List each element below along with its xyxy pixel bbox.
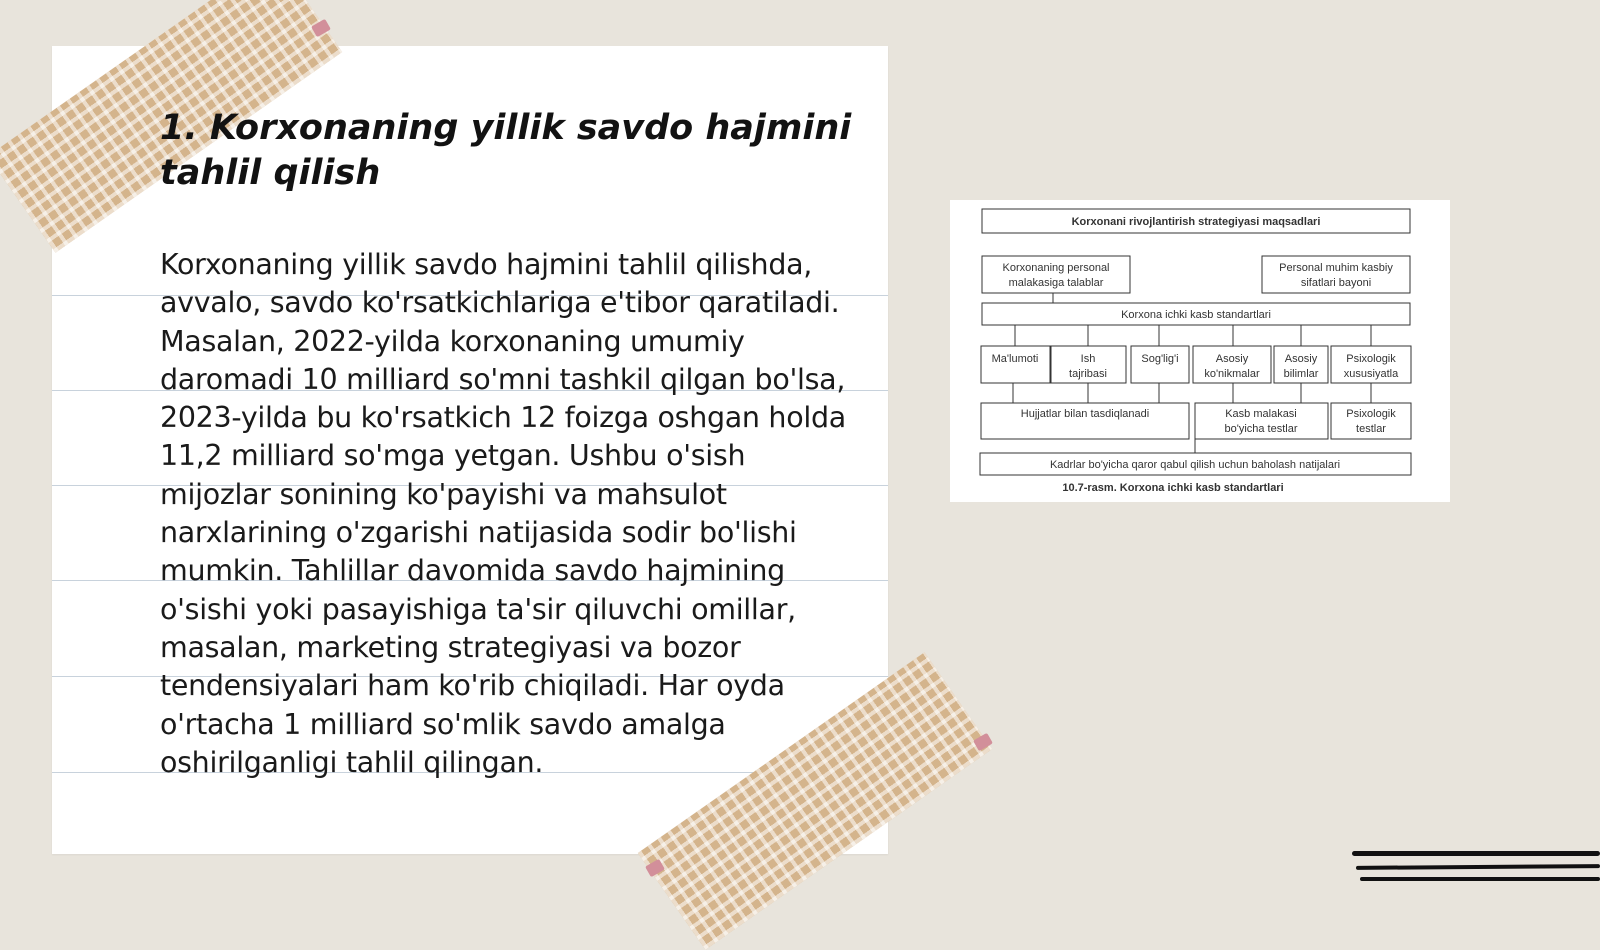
diagram-label-item: xususiyatla: [1343, 368, 1399, 380]
diagram-label-docs: Hujjatlar bilan tasdiqlanadi: [1020, 408, 1150, 420]
diagram-label-item: Asosiy: [1284, 353, 1318, 365]
decorative-stroke: [1360, 877, 1600, 881]
diagram-label-top: Korxonani rivojlantirish strategiyasi maqsadlari: [1071, 216, 1321, 228]
diagram-label-item: Psixologik: [1346, 353, 1396, 365]
diagram-caption: 10.7-rasm. Korxona ichki kasb standartlari: [1062, 482, 1284, 494]
slide-title: 1. Korxonaning yillik savdo hajmini tahlil qilish: [160, 108, 852, 193]
diagram-label-item: Asosiy: [1215, 353, 1249, 365]
diagram-label-item: bilimlar: [1283, 368, 1319, 380]
diagram-label-kasb-tests: bo'yicha testlar: [1224, 423, 1298, 435]
diagram-label-standards: Korxona ichki kasb standartlari: [1121, 309, 1271, 321]
diagram-label-item: Ma'lumoti: [991, 353, 1039, 365]
diagram-label-psych-tests: testlar: [1356, 423, 1386, 435]
diagram-label-right-req: sifatlari bayoni: [1300, 277, 1372, 289]
decorative-stroke: [1352, 851, 1600, 856]
diagram-label-results: Kadrlar bo'yicha qaror qabul qilish uchun baholash natijalari: [1049, 459, 1341, 471]
diagram-label-item: ko'nikmalar: [1204, 368, 1260, 380]
diagram-label-item: Ish: [1080, 353, 1096, 365]
diagram-label-left-req: Korxonaning personal: [1002, 262, 1110, 274]
decorative-stroke: [1356, 864, 1600, 870]
diagram-label-right-req: Personal muhim kasbiy: [1279, 262, 1393, 274]
diagram-label-psych-tests: Psixologik: [1346, 408, 1396, 420]
slide-body-text: Korxonaning yillik savdo hajmini tahlil qilishda, avvalo, savdo ko'rsatkichlariga e'tibor qaratiladi. Masalan, 2022-yilda korxonaning umumiy daromadi 10 milliard so'mni tashkil qilgan bo'lsa, 2023-yilda bu ko'rsatkich 12 foizga oshgan holda 11,2 milliard so'mga yetgan. Ushbu o'sish mijozlar sonining ko'payishi va mahsulot narxlarining o'zgarishi natijasida sodir bo'lishi mumkin. Tahlillar davomida savdo hajmining o'sishi yoki pasayishiga ta'sir qiluvchi omillar, masalan, marketing strategiyasi va bozor tendensiyalari ham ko'rib chiqiladi. Har oyda o'rtacha 1 milliard so'mlik savdo amalga oshirilganligi tahlil qilingan.: [160, 248, 846, 779]
diagram-label-item: Sog'lig'i: [1141, 353, 1179, 365]
diagram-label-left-req: malakasiga talablar: [1008, 277, 1104, 289]
standards-diagram: [950, 200, 1450, 502]
diagram-label-item: tajribasi: [1069, 368, 1107, 380]
diagram-image: [950, 200, 1450, 502]
diagram-label-kasb-tests: Kasb malakasi: [1225, 408, 1297, 420]
